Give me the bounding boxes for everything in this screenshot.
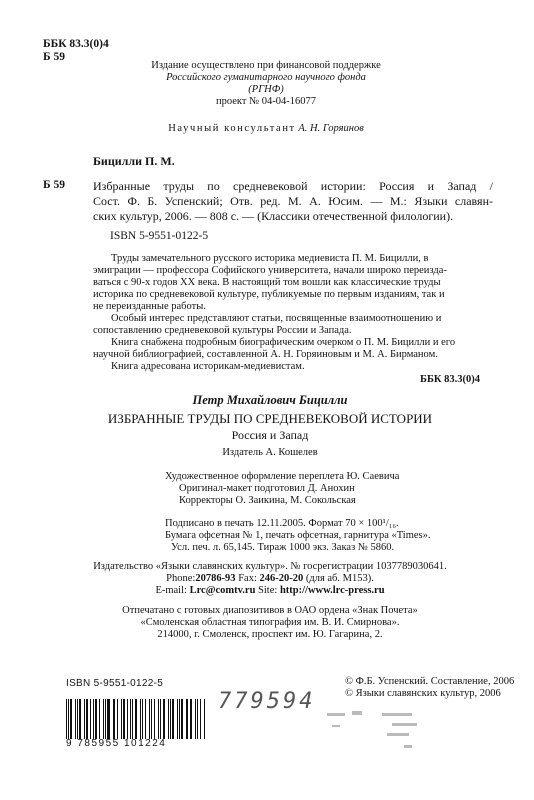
copyright-block xyxy=(345,676,514,700)
contact-line xyxy=(70,585,470,597)
fax-note: (для аб. М153). xyxy=(303,573,374,584)
biblio-line: Сост. Ф. Б. Успенский; Отв. ред. М. А. Юсим. — М.: Языки славян- xyxy=(93,194,493,208)
biblio-index: Б 59 xyxy=(43,179,65,191)
barcode-bar xyxy=(179,699,180,739)
biblio-line: ских культур, 2006. — 808 с. — (Классики отечественной филологии). xyxy=(93,209,454,223)
fax-label: Fax: xyxy=(235,573,260,584)
email-link[interactable]: Lrc@comtv.ru xyxy=(189,585,256,596)
barcode-bar xyxy=(158,699,159,739)
annotation xyxy=(93,253,493,373)
annotation-line: Книга снабжена подробным биографическим очерком о П. М. Бицилли и его xyxy=(111,337,456,348)
barcode-bar xyxy=(135,699,137,739)
barcode-bar xyxy=(86,699,87,739)
biblio-line: Избранные труды по средневековой истории: Россия и Запад / xyxy=(93,179,493,193)
annotation-line: Труды замечательного русского историка медиевиста П. М. Бицилли, в xyxy=(111,253,429,264)
barcode-bar xyxy=(172,699,173,739)
barcode-bar xyxy=(107,699,109,739)
copyright-line: © Языки славянских культур, 2006 xyxy=(345,688,501,699)
annotation-line: ваться с 90-х годов XX века. В настоящий том вошли как классические труды xyxy=(93,277,441,288)
book-subtitle: Россия и Запад xyxy=(231,428,309,442)
barcode-bar xyxy=(75,699,76,739)
consultant-line xyxy=(80,123,452,135)
barcode-bar xyxy=(114,699,115,739)
barcode-bar xyxy=(187,699,188,739)
barcode-bar xyxy=(181,699,182,739)
publisher-info xyxy=(70,561,470,597)
site-link[interactable]: http://www.lrc-press.ru xyxy=(279,585,385,596)
barcode-bar xyxy=(130,699,131,739)
barcode-bar xyxy=(151,699,152,739)
title-author: Петр Михайлович Бицилли xyxy=(192,393,348,407)
barcode-bar xyxy=(200,699,201,739)
annotation-line: историка по средневековой культуре, публикуемые по первым изданиям, так и xyxy=(93,289,445,300)
barcode-bar xyxy=(103,699,104,739)
barcode-bar xyxy=(127,699,128,739)
print-line: Подписано в печать 12.11.2005. Формат 70 × 100¹/₁₆. xyxy=(165,518,399,529)
bbk-code-top: ББК 83.3(0)4 xyxy=(43,38,109,50)
printer-line: «Смоленская областная типография им. В. И. Смирнова». xyxy=(140,617,400,628)
barcode-bar xyxy=(68,699,69,739)
barcode-bar xyxy=(190,699,192,739)
annotation-line: Особый интерес представляют статьи, посвященные взаимоотношению и xyxy=(111,313,442,324)
phone-label: Phone: xyxy=(166,573,196,584)
barcode-bar xyxy=(70,699,71,739)
copyright-line: © Ф.Б. Успенский. Составление, 2006 xyxy=(345,676,515,687)
barcode-bar xyxy=(99,699,100,739)
annotation-line: научной библиографией, составленной А. Н. Горяиновым и М. А. Бирманом. xyxy=(93,349,438,360)
author-index-top: Б 59 xyxy=(43,51,65,63)
funding-line: (РГНФ) xyxy=(248,84,284,95)
barcode-bar xyxy=(121,699,122,739)
printer-block xyxy=(70,605,470,641)
barcode-bar xyxy=(170,699,171,739)
handwritten-number: 779594 xyxy=(218,689,316,714)
printer-line: 214000, г. Смоленск, проспект им. Ю. Гагарина, 2. xyxy=(157,629,383,640)
annotation-line: сопоставлению средневековой культуры России и Запада. xyxy=(93,325,352,336)
fax-number: 246-20-20 xyxy=(259,573,304,584)
annotation-line: Книга адресована историкам-медиевистам. xyxy=(111,361,305,372)
printer-line: Отпечатано с готовых диапозитивов в ОАО ордена «Знак Почета» xyxy=(122,605,418,616)
barcode-bar xyxy=(168,699,169,739)
consultant-name: А. Н. Горяинов xyxy=(298,123,364,134)
funding-block xyxy=(80,60,452,108)
barcode-bar xyxy=(163,699,165,739)
book-title: ИЗБРАННЫЕ ТРУДЫ ПО СРЕДНЕВЕКОВОЙ ИСТОРИИ xyxy=(107,411,433,426)
funding-line: Российского гуманитарного научного фонда xyxy=(166,72,366,83)
library-stamp xyxy=(322,705,452,765)
phone-number: 20786-93 xyxy=(195,573,236,584)
barcode-bar xyxy=(145,699,146,739)
funding-line: Издание осуществлено при финансовой поддержке xyxy=(151,60,381,71)
barcode-bar xyxy=(197,699,198,739)
barcode-bar xyxy=(140,699,141,739)
barcode-bar xyxy=(105,699,106,739)
phone-line xyxy=(70,573,470,585)
site-label: Site: xyxy=(255,585,280,596)
barcode-isbn: ISBN 5-9551-0122-5 xyxy=(66,678,164,689)
credits-block xyxy=(165,471,399,507)
print-line: Усл. печ. л. 65,145. Тираж 1000 экз. Заказ № 5860. xyxy=(171,542,395,553)
barcode xyxy=(66,695,206,739)
credit-line: Оригинал-макет подготовил Д. Анохин xyxy=(179,483,355,494)
barcode-bar xyxy=(95,699,96,739)
barcode-bar xyxy=(93,699,94,739)
print-block xyxy=(165,518,431,554)
barcode-bar xyxy=(204,699,205,739)
barcode-bar xyxy=(132,699,133,739)
barcode-bar xyxy=(84,699,85,739)
barcode-bar xyxy=(195,699,196,739)
publisher-name: Издатель А. Кошелев xyxy=(222,447,318,458)
annotation-line: эмиграции — профессора Софийского университета, начали широко переизда- xyxy=(93,265,447,276)
publisher-line: Издательство «Языки славянских культур». № госрегистрации 1037789030641. xyxy=(93,561,447,572)
print-line: Бумага офсетная № 1, печать офсетная, гарнитура «Times». xyxy=(165,530,431,541)
barcode-bar xyxy=(77,699,78,739)
barcode-bar xyxy=(113,699,114,739)
barcode-bar xyxy=(117,699,118,739)
biblio-description xyxy=(93,179,493,224)
barcode-bar xyxy=(79,699,81,739)
biblio-isbn: ISBN 5-9551-0122-5 xyxy=(110,230,209,242)
funding-line: проект № 04-04-16077 xyxy=(216,96,316,107)
credit-line: Корректоры О. Заикина, М. Сокольская xyxy=(179,495,356,506)
consultant-label: Научный консультант xyxy=(168,123,296,134)
email-label: E-mail: xyxy=(155,585,190,596)
barcode-bar xyxy=(160,699,161,739)
barcode-bar xyxy=(90,699,91,739)
barcode-bar xyxy=(177,699,178,739)
barcode-bar xyxy=(142,699,143,739)
barcode-digits: 9 785955 101224 xyxy=(66,738,167,749)
annotation-bbk: ББК 83.3(0)4 xyxy=(420,374,480,385)
barcode-bar xyxy=(123,699,124,739)
barcode-bar xyxy=(149,699,150,739)
barcode-bar xyxy=(154,699,155,739)
credit-line: Художественное оформление переплета Ю. Саевича xyxy=(165,471,400,482)
barcode-bar xyxy=(186,699,187,739)
author-header: Бицилли П. М. xyxy=(93,154,175,168)
barcode-bar xyxy=(66,699,67,739)
annotation-line: не переизданные работы. xyxy=(93,301,206,312)
